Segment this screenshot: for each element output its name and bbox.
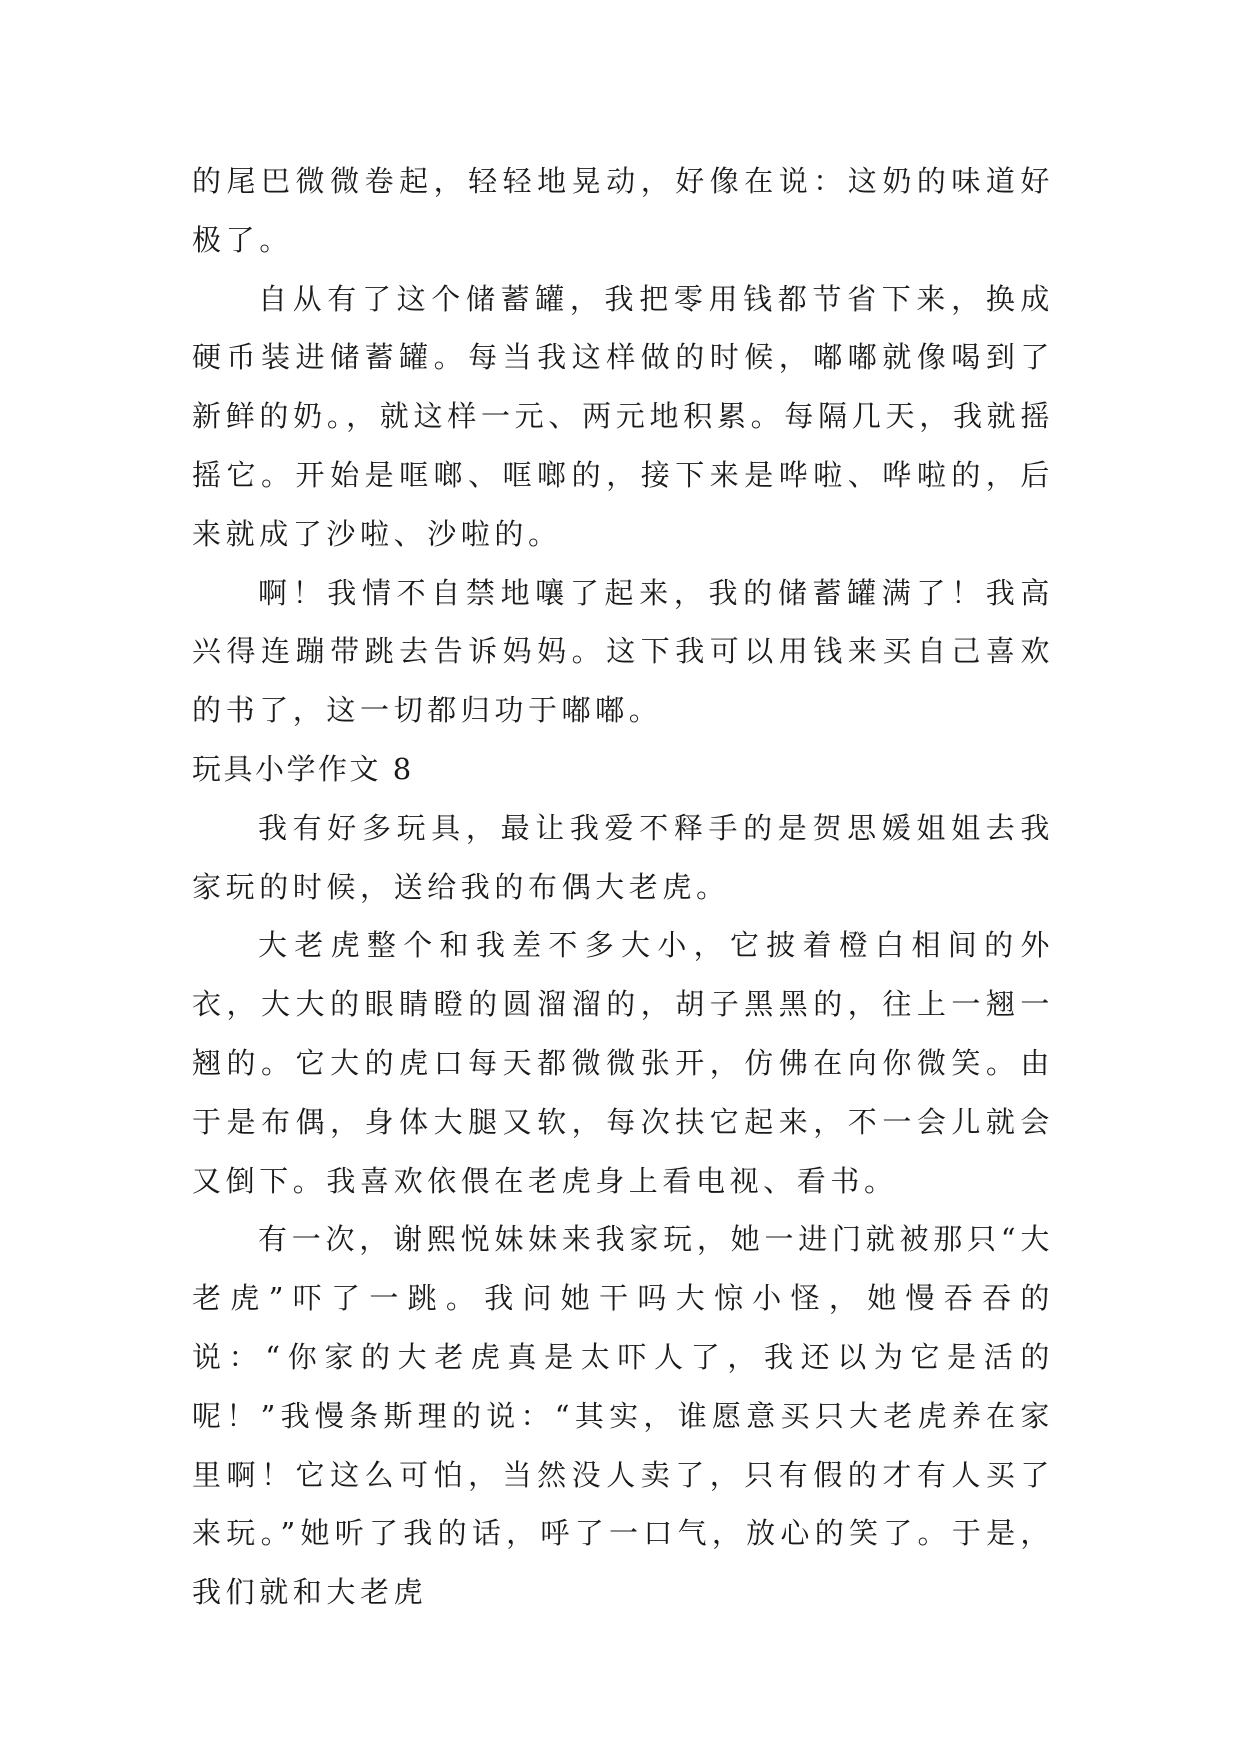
paragraph: 啊！我情不自禁地嚷了起来，我的储蓄罐满了！我高兴得连蹦带跳去告诉妈妈。这下我可以用钱来买自己喜欢的书了，这一切都归功于嘟嘟。 [192, 575, 1054, 728]
paragraph: 自从有了这个储蓄罐，我把零用钱都节省下来，换成硬币装进储蓄罐。每当我这样做的时候，嘟嘟就像喝到了新鲜的奶。，就这样一元、两元地积累。每隔几天，我就摇摇它。开始是哐啷、哐啷的，接下来是哗啦、哗啦的，后来就成了沙啦、沙啦的。 [192, 281, 1054, 551]
document-body [192, 152, 1054, 1622]
paragraph: 我有好多玩具，最让我爱不释手的是贺思媛姐姐去我家玩的时候，送给我的布偶大老虎。 [192, 810, 1054, 904]
paragraph: 大老虎整个和我差不多大小，它披着橙白相间的外衣，大大的眼睛瞪的圆溜溜的，胡子黑黑的，往上一翘一翘的。它大的虎口每天都微微张开，仿佛在向你微笑。由于是布偶，身体大腿又软，每次扶它起来，不一会儿就会又倒下。我喜欢依偎在老虎身上看电视、看书。 [192, 928, 1054, 1198]
paragraph: 的尾巴微微卷起，轻轻地晃动，好像在说：这奶的味道好极了。 [192, 164, 1054, 257]
section-heading: 玩具小学作文 8 [192, 751, 414, 786]
paragraph: 有一次，谢熙悦妹妹来我家玩，她一进门就被那只“大老虎”吓了一跳。我问她干吗大惊小怪，她慢吞吞的说：“你家的大老虎真是太吓人了，我还以为它是活的呢！”我慢条斯理的说：“其实，谁愿意买只大老虎养在家里啊！它这么可怕，当然没人卖了，只有假的才有人买了来玩。”她听了我的话，呼了一口气，放心的笑了。于是，我们就和大老虎 [192, 1222, 1054, 1610]
